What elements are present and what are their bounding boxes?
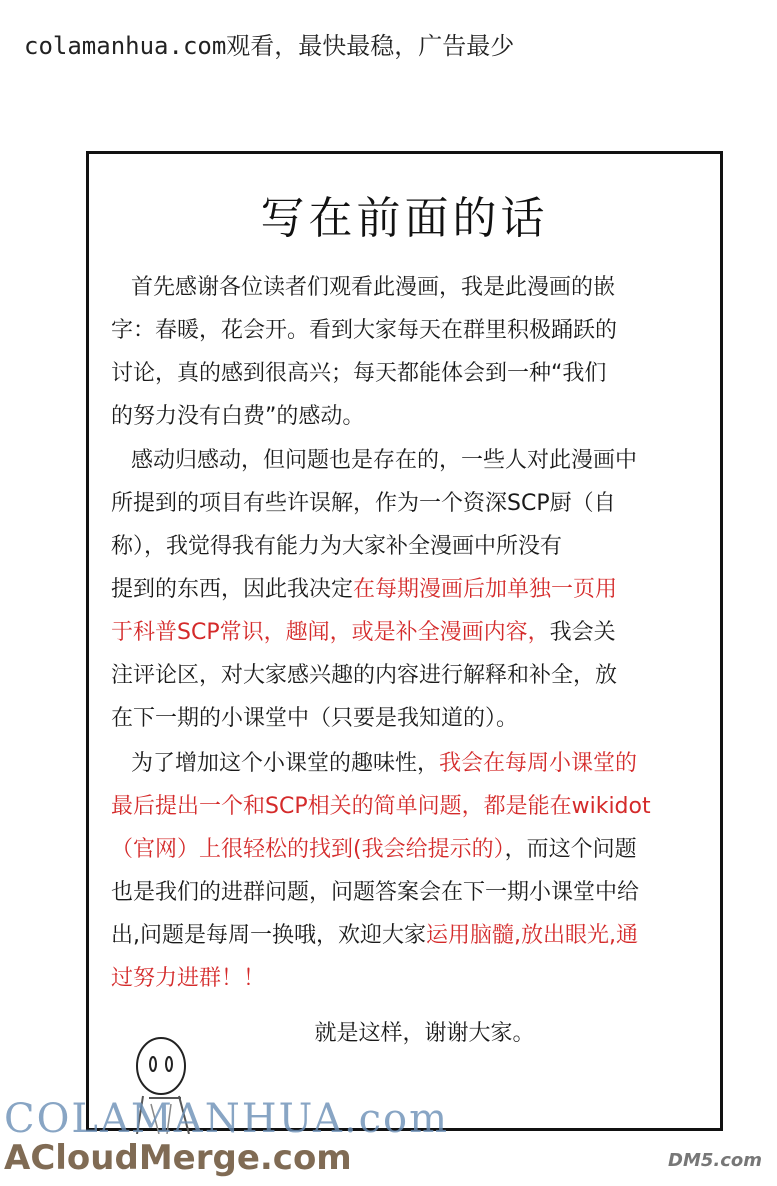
text-line <box>111 871 711 914</box>
notice-title: 写在前面的话 <box>260 193 549 244</box>
highlighted-text: 最后提出一个和SCP相关的简单问题，都是能在wikidot <box>111 794 651 819</box>
body-text: 字：春暖，花会开。看到大家每天在群里积极踊跃的 <box>111 318 618 343</box>
highlighted-text: 我会在每周小课堂的 <box>439 751 638 776</box>
body-text: 为了增加这个小课堂的趣味性， <box>131 751 440 776</box>
body-text: 称），我觉得我有能力为大家补全漫画中所没有 <box>111 534 563 559</box>
body-text: 注评论区，对大家感兴趣的内容进行解释和补全，放 <box>111 663 618 688</box>
body-text: 提到的东西，因此我决定 <box>111 577 354 602</box>
text-line <box>111 654 711 697</box>
body-text: 所提到的项目有些许误解，作为一个资深SCP厨（自 <box>111 491 616 516</box>
paragraph-2 <box>111 439 711 740</box>
watermark-acloudmerge: ACloudMerge.com <box>4 1138 352 1178</box>
text-line <box>111 697 711 740</box>
text-line <box>111 395 711 438</box>
notice-frame <box>86 151 723 1131</box>
highlighted-text: 运用脑髓,放出眼光,通 <box>426 923 638 948</box>
highlighted-text: 在每期漫画后加单独一页用 <box>353 577 618 602</box>
body-text: 在下一期的小课堂中（只要是我知道的）。 <box>111 706 519 731</box>
paragraph-1 <box>111 266 711 438</box>
highlighted-text: 过努力进群！！ <box>111 966 266 991</box>
text-line <box>111 439 711 482</box>
body-text: ，而这个问题 <box>504 837 637 862</box>
text-line <box>111 914 711 957</box>
text-line <box>111 568 711 611</box>
site-banner-text: colamanhua.com观看，最快最稳，广告最少 <box>24 32 515 60</box>
text-line <box>111 957 711 1000</box>
text-line <box>111 266 711 309</box>
body-text: 讨论，真的感到很高兴；每天都能体会到一种“我们 <box>111 361 607 386</box>
highlighted-text: 于科普SCP常识，趣闻，或是补全漫画内容， <box>111 620 550 645</box>
text-line <box>111 525 711 568</box>
text-line <box>111 352 711 395</box>
body-text: 感动归感动，但问题也是存在的，一些人对此漫画中 <box>131 448 638 473</box>
closing-line: 就是这样，谢谢大家。 <box>314 1021 535 1046</box>
text-line <box>111 309 711 352</box>
paragraph-3 <box>111 742 711 1000</box>
body-text: 出,问题是每周一换哦，欢迎大家 <box>111 923 426 948</box>
text-line <box>111 785 711 828</box>
body-text: 的努力没有白费”的感动。 <box>111 404 365 429</box>
text-line <box>111 611 711 654</box>
body-text: 也是我们的进群问题，问题答案会在下一期小课堂中给 <box>111 880 640 905</box>
body-text: 首先感谢各位读者们观看此漫画，我是此漫画的嵌 <box>131 275 616 300</box>
body-text: 我会关 <box>549 620 616 645</box>
dm5-logo: DM5.com <box>668 1150 763 1171</box>
text-line <box>111 828 711 871</box>
text-line <box>111 482 711 525</box>
text-line <box>111 742 711 785</box>
watermark-colamanhua: COLAMANHUA.com <box>4 1096 450 1142</box>
highlighted-text: （官网）上很轻松的找到(我会给提示的） <box>111 837 505 862</box>
